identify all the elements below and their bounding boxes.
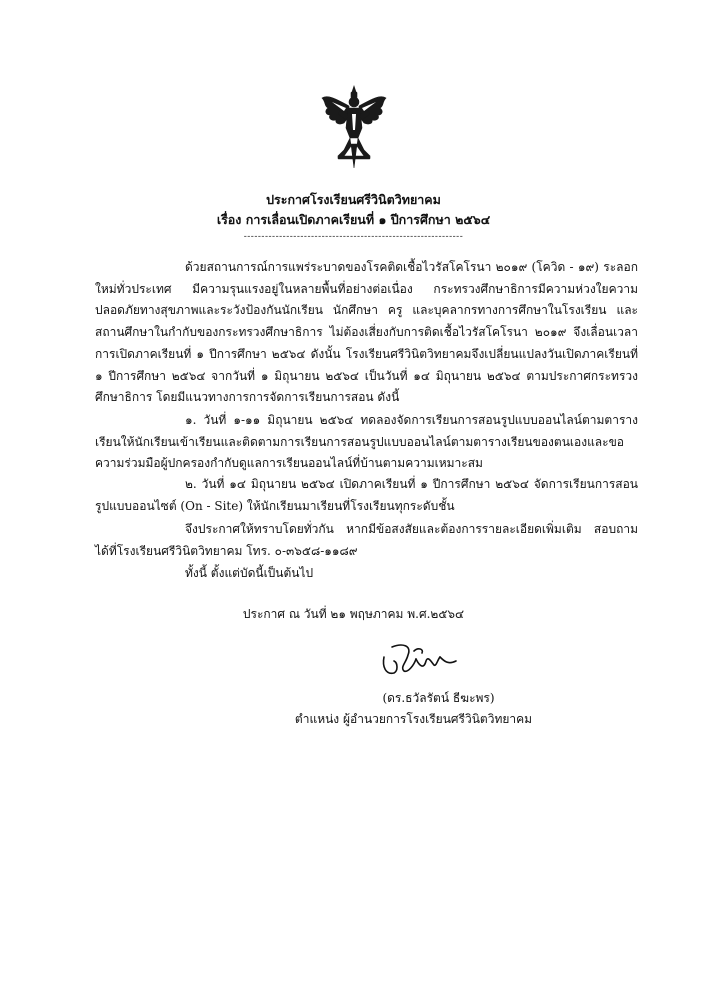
intro-text: ด้วยสถานการณ์การแพร่ระบาดของโรคติดเชื้อไวรัสโคโรนา ๒๐๑๙ (โควิด - ๑๙) ระลอกใหม่ทั่วประเทศ มีความรุนแรงอยู่ในหลายพื้นที่อย่างต่อเนื่อง กระทรวงศึกษาธิการมีความห่วงใยความปลอดภัยทางสุขภาพและระวังป้องกันนักเรียน นักศึกษา ครู และบุคลากรทางการศึกษาในโรงเรียน และสถานศึกษาในกำกับของกระทรวงศึกษาธิการ ไม่ต้องเสี่ยงกับการติดเชื้อไวรัสโคโรนา ๒๐๑๙ จึงเลื่อนเวลาการเปิดภาคเรียนที่ ๑ ปีการศึกษา ๒๕๖๔ ดังนั้น โรงเรียนศรีวินิตวิทยาคมจึงเปลี่ยนแปลงวันเปิดภาคเรียนที่ ๑ ปีการศึกษา ๒๕๖๔ จากวันที่ ๑ มิถุนายน ๒๕๖๔ เป็นวันที่ ๑๔ มิถุนายน ๒๕๖๔ ตามประกาศกระทรวงศึกษาธิการ โดยมีแนวทางการการจัดการเรียนการสอน ดังนี้: [95, 260, 638, 405]
item-1-paragraph: [95, 410, 638, 475]
contact-paragraph: [95, 519, 638, 562]
effective-statement: ทั้งนี้ ตั้งแต่บัดนี้เป็นต้นไป: [185, 566, 314, 580]
handwritten-signature-icon: [378, 637, 460, 679]
item-1-text: ๑. วันที่ ๑-๑๑ มิถุนายน ๒๕๖๔ ทดลองจัดการเรียนการสอนรูปแบบออนไลน์ตามตารางเรียนให้นักเรียนเข้าเรียนและติดตามการเรียนการสอนรูปแบบออนไลน์ตามตารางเรียนของตนเองและขอความร่วมมือผู้ปกครองกำกับดูแลการเรียนออนไลน์ที่บ้านตามความเหมาะสม: [95, 413, 638, 471]
signer-position: ตำแหน่ง ผู้อำนวยการโรงเรียนศรีวินิตวิทยาคม: [294, 712, 533, 726]
intro-paragraph: [95, 257, 638, 409]
announcement-date: ประกาศ ณ วันที่ ๒๑ พฤษภาคม พ.ศ.๒๕๖๔: [242, 607, 465, 621]
signer-name: (ดร.ธวัลรัตน์ ธีฆะพร): [382, 691, 495, 705]
contact-text: จึงประกาศให้ทราบโดยทั่วกัน หากมีข้อสงสัยและต้องการรายละเอียดเพิ่มเติม สอบถามได้ที่โรงเรียนศรีวินิตวิทยาคม โทร. ๐-๓๖๕๘-๑๑๘๙: [95, 522, 638, 558]
separator-line: --------------------------------------------------------------: [243, 232, 464, 242]
announcement-subject: เรื่อง การเลื่อนเปิดภาคเรียนที่ ๑ ปีการศึกษา ๒๕๖๔: [216, 212, 491, 227]
announcement-title: ประกาศโรงเรียนศรีวินิตวิทยาคม: [266, 192, 441, 207]
garuda-emblem-icon: [318, 84, 390, 170]
item-2-text: ๒. วันที่ ๑๔ มิถุนายน ๒๕๖๔ เปิดภาคเรียนที่ ๑ ปีการศึกษา ๒๕๖๔ จัดการเรียนการสอนรูปแบบออนไซต์ (On - Site) ให้นักเรียนมาเรียนที่โรงเรียนทุกระดับชั้น: [95, 477, 638, 513]
item-2-paragraph: [95, 474, 638, 517]
